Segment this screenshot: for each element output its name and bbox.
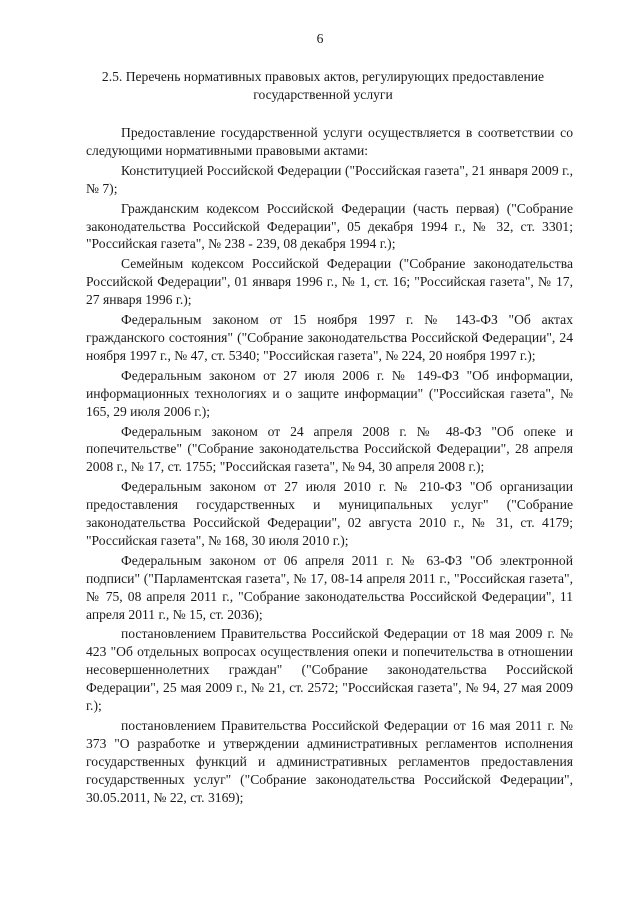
paragraph-decree-373: постановлением Правительства Российской Федерации от 16 мая 2011 г. № 373 "О разработке и утверждении административных регламентов исполнения государственных функций и административных регламентов предоставления государственных услуг" ("Собрание законодательства Российской Федерации", 30.05.2011, № 22, ст. 3169); <box>86 718 573 805</box>
paragraph-constitution: Конституцией Российской Федерации ("Российская газета", 21 января 2009 г., № 7); <box>86 162 573 196</box>
paragraph-civil-code: Гражданским кодексом Российской Федерации (часть первая) ("Собрание законодательства Российской Федерации", 05 декабря 1994 г., № 32, ст. 3301; "Российская газета", № 238 - 239, 08 декабря 1994 г.); <box>86 200 573 252</box>
paragraph-intro: Предоставление государственной услуги осуществляется в соответствии со следующими нормативными правовыми актами: <box>86 125 573 158</box>
paragraph-family-code: Семейным кодексом Российской Федерации ("Собрание законодательства Российской Федерации", 01 января 1996 г., № 1, ст. 16; "Российская газета", № 17, 27 января 1996 г.); <box>86 256 573 308</box>
paragraph-law-210fz: Федеральным законом от 27 июля 2010 г. № 210-ФЗ "Об организации предоставления государственных и муниципальных услуг" ("Собрание законодательства Российской Федерации", 02 августа 2010 г., № 31, ст. 4179; "Российская газета", № 168, 30 июля 2010 г.); <box>86 479 573 548</box>
paragraph-law-143fz: Федеральным законом от 15 ноября 1997 г. № 143-ФЗ "Об актах гражданского состояния" ("Собрание законодательства Российской Федерации", 24 ноября 1997 г., № 47, ст. 5340; "Российская газета", № 224, 20 ноября 1997 г.); <box>86 312 573 363</box>
paragraph-law-149fz: Федеральным законом от 27 июля 2006 г. № 149-ФЗ "Об информации, информационных технологиях и о защите информации" ("Российская газета", № 165, 29 июля 2006 г.); <box>86 367 573 419</box>
section-title: 2.5. Перечень нормативных правовых актов, регулирующих предоставление государственной услуги <box>101 69 545 102</box>
page-number: 6 <box>316 31 324 46</box>
paragraph-decree-423: постановлением Правительства Российской Федерации от 18 мая 2009 г. № 423 "Об отдельных вопросах осуществления опеки и попечительства в отношении несовершеннолетних граждан" ("Собрание законодательства Российской Федерации", 25 мая 2009 г., № 21, ст. 2572; "Российская газета", № 94, 27 мая 2009 г.); <box>86 626 573 714</box>
paragraph-law-63fz: Федеральным законом от 06 апреля 2011 г. № 63-ФЗ "Об электронной подписи" ("Парламентская газета", № 17, 08-14 апреля 2011 г., "Российская газета", № 75, 08 апреля 2011 г., "Собрание законодательства Российской Федерации", 11 апреля 2011 г., № 15, ст. 2036); <box>86 552 573 622</box>
paragraph-law-48fz: Федеральным законом от 24 апреля 2008 г. № 48-ФЗ "Об опеке и попечительстве" ("Собрание законодательства Российской Федерации", 28 апреля 2008 г., № 17, ст. 1755; "Российская газета", № 94, 30 апреля 2008 г.); <box>86 423 573 475</box>
document-body <box>86 124 573 809</box>
